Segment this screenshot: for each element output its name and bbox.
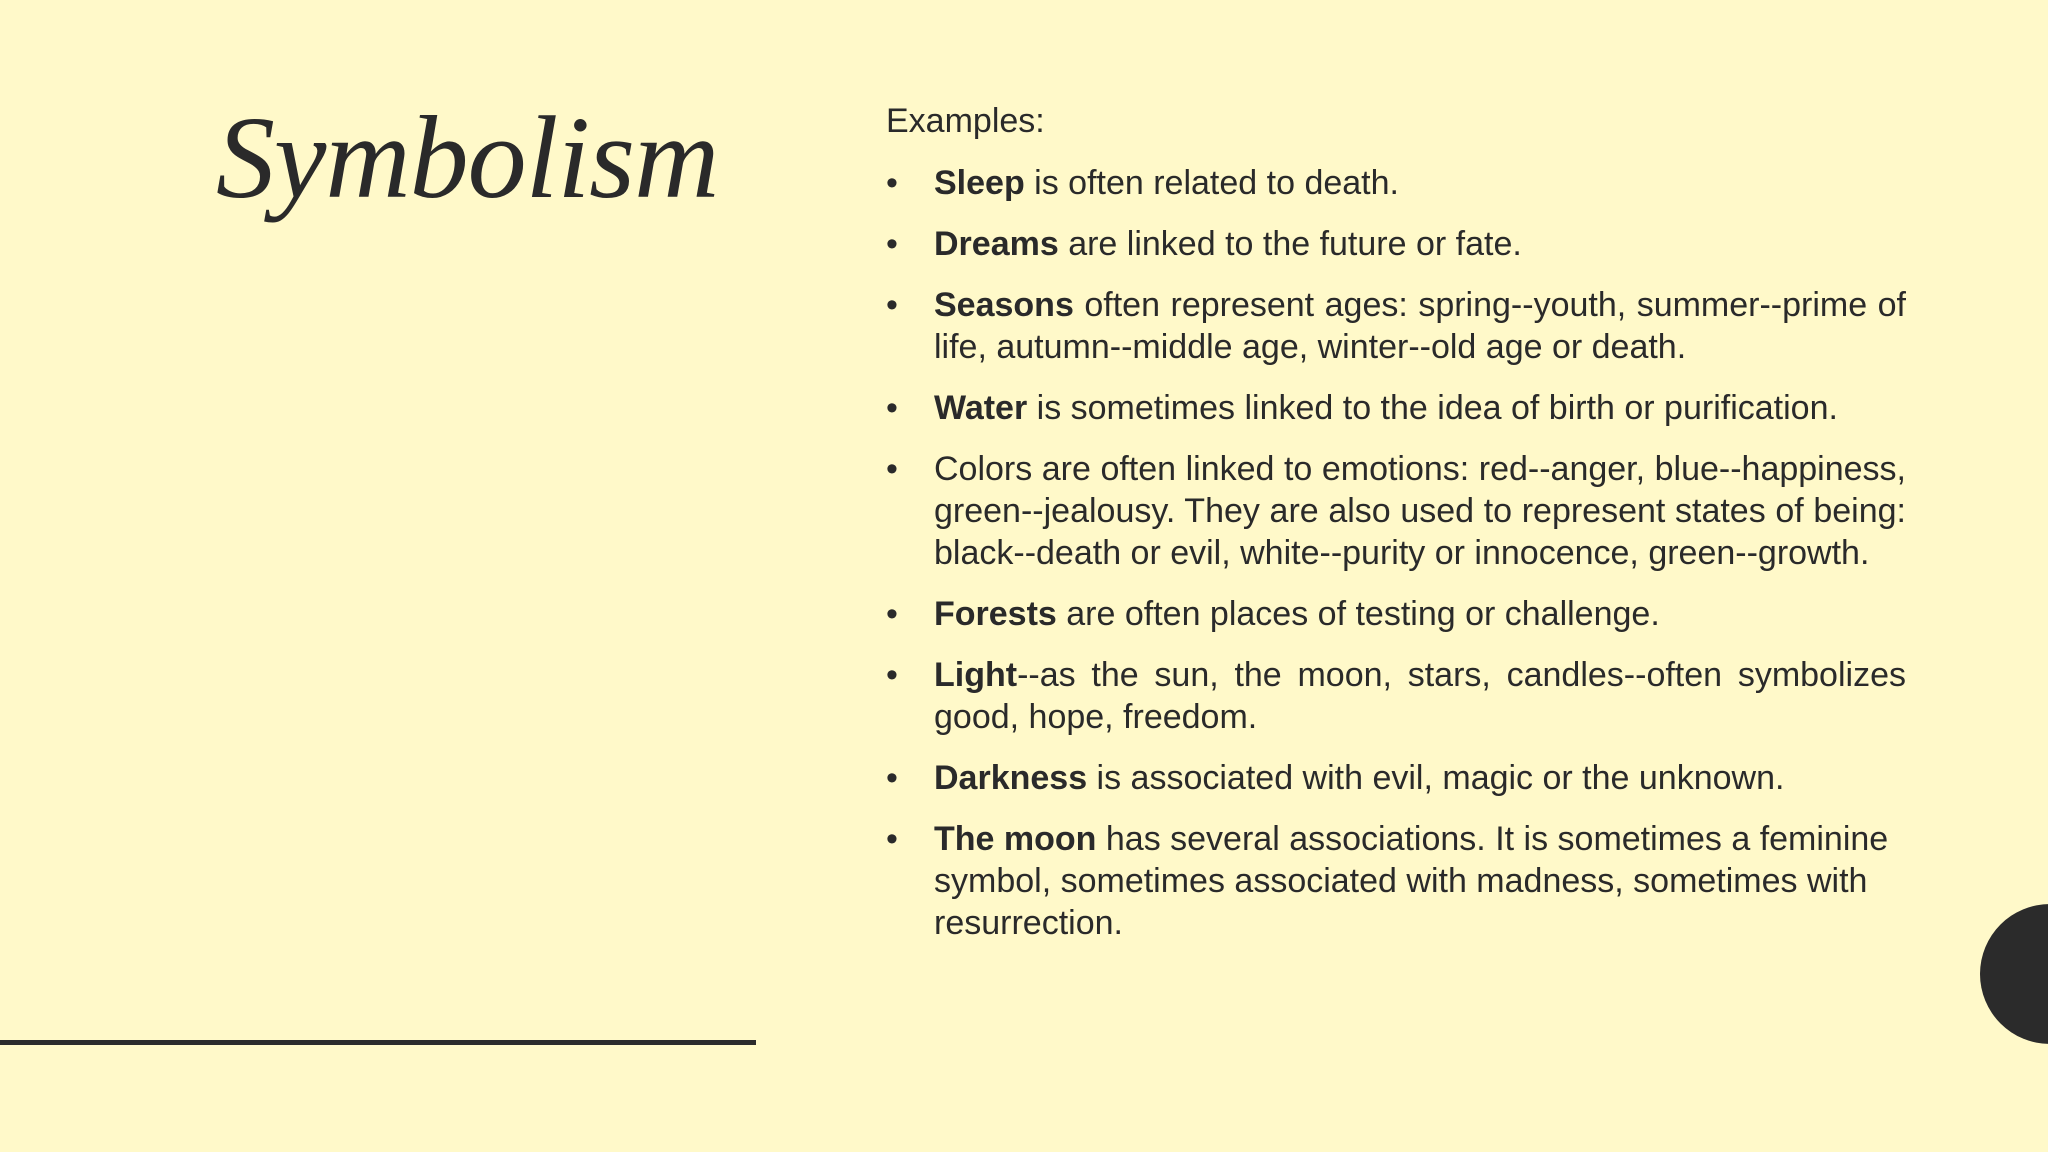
list-item [886,757,1906,799]
item-text: is often related to death. [1024,164,1399,202]
item-term: Light [934,656,1018,694]
item-text: are linked to the future or fate. [1058,225,1522,263]
examples-content [886,100,1906,963]
slide-title: Symbolism [216,92,719,223]
list-item [886,284,1906,368]
item-term: Dreams [934,225,1059,263]
item-text: often represent ages: spring--youth, summer--prime of life, autumn--middle age, winter--old age or death. [934,286,1906,366]
list-item [886,448,1906,574]
list-item [886,387,1906,429]
list-item [886,593,1906,635]
bullet-icon: • [886,389,898,427]
bullet-icon: • [886,759,898,797]
bullet-icon: • [886,164,898,202]
item-text: --as the sun, the moon, stars, candles--often symbolizes good, hope, freedom. [934,656,1906,736]
list-item [886,654,1906,738]
item-text: has several associations. It is sometimes a feminine symbol, sometimes associated with madness, sometimes with resurrection. [934,820,1889,942]
examples-list [886,162,1906,944]
examples-intro: Examples: [886,102,1045,140]
item-text: are often places of testing or challenge. [1056,595,1660,633]
item-term: Seasons [934,286,1074,324]
item-text: Colors are often linked to emotions: red--anger, blue--happiness, green--jealousy. They are also used to represent states of being: black--death or evil, white--purity or innocence, green--growth. [934,450,1906,572]
item-term: Forests [934,595,1057,633]
list-item [886,223,1906,265]
item-text: is associated with evil, magic or the unknown. [1087,759,1785,797]
bullet-icon: • [886,820,898,858]
item-term: The moon [934,820,1097,858]
list-item [886,818,1906,944]
list-item [886,162,1906,204]
title-underline-divider [0,1040,756,1045]
item-term: Sleep [934,164,1025,202]
bullet-icon: • [886,656,898,694]
bullet-icon: • [886,286,898,324]
decorative-circle [1980,904,2048,1044]
item-term: Darkness [934,759,1088,797]
item-text: is sometimes linked to the idea of birth or purification. [1027,389,1838,427]
bullet-icon: • [886,225,898,263]
bullet-icon: • [886,450,898,488]
bullet-icon: • [886,595,898,633]
item-term: Water [934,389,1028,427]
